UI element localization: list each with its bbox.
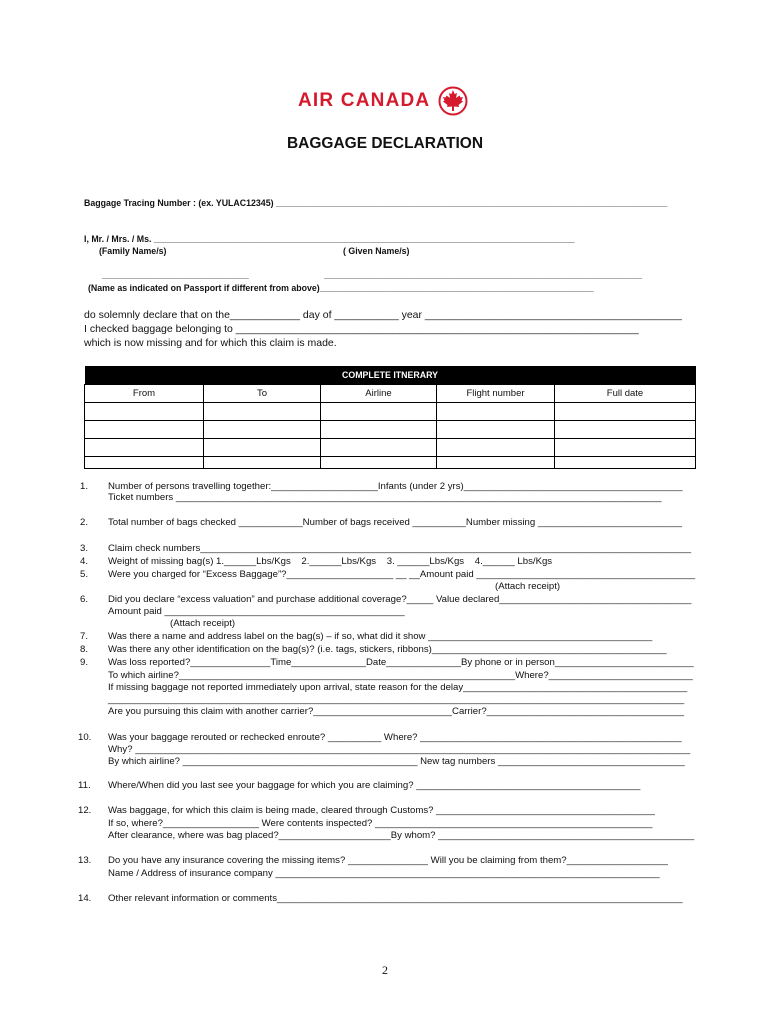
- question-number: 14.: [78, 893, 92, 904]
- question-number: 10.: [78, 732, 92, 743]
- question-number: 6.: [80, 594, 89, 605]
- question-2-line-1: Total number of bags checked ____________Number of bags received __________Number missing ___________________________: [108, 517, 682, 528]
- table-cell[interactable]: [555, 403, 696, 421]
- table-cell[interactable]: [437, 403, 555, 421]
- question-number: 1.: [80, 481, 89, 492]
- table-cell[interactable]: [555, 457, 696, 469]
- question-number: 5.: [80, 569, 89, 580]
- question-6-line-2: Amount paid _____________________________________________: [108, 606, 405, 617]
- table-cell[interactable]: [85, 421, 204, 439]
- column-header-airline: Airline: [321, 385, 437, 403]
- declaration-line-1: do solemnly declare that on the____________ day of ___________ year ____________________________________________: [84, 309, 682, 321]
- question-6-line-3: (Attach receipt): [170, 618, 236, 629]
- question-3-line-1: Claim check numbers____________________________________________________________________________________________: [108, 543, 692, 554]
- question-9-line-5: Are you pursuing this claim with another carrier?__________________________Carrier?_____________________________________: [108, 706, 685, 717]
- question-12-line-3: After clearance, where was bag placed?_____________________By whom? ________________________________________________: [108, 830, 695, 841]
- table-cell[interactable]: [321, 439, 437, 457]
- column-header-flight-number: Flight number: [437, 385, 555, 403]
- table-cell[interactable]: [204, 439, 321, 457]
- attach-receipt-note: (Attach receipt): [495, 581, 561, 592]
- question-12-line-2: If so, where?__________________ Were contents inspected? ____________________________________________________: [108, 818, 653, 829]
- question-7-line-1: Was there a name and address label on the bag(s) – if so, what did it show __________________________________________: [108, 631, 653, 642]
- name-line: I, Mr. / Mrs. / Ms. ______________________________________________________________________________________: [84, 234, 575, 244]
- question-13-line-1: Do you have any insurance covering the missing items? _______________ Will you be claiming from them?___________________: [108, 855, 668, 866]
- question-1-line-1: Number of persons travelling together:____________________Infants (under 2 yrs)_________________________________________: [108, 481, 683, 492]
- question-9-line-2: To which airline?_______________________________________________________________Where?___________________________: [108, 670, 693, 681]
- passport-blank-left: ______________________________: [102, 270, 249, 280]
- question-9-line-3: If missing baggage not reported immediately upon arrival, state reason for the delay__________________________________________: [108, 682, 688, 693]
- table-cell[interactable]: [437, 421, 555, 439]
- table-cell[interactable]: [204, 403, 321, 421]
- table-cell[interactable]: [204, 457, 321, 469]
- page-title: BAGGAGE DECLARATION: [286, 135, 484, 152]
- column-header-full-date: Full date: [555, 385, 696, 403]
- question-10-line-1: Was your baggage rerouted or rechecked enroute? __________ Where? _________________________________________________: [108, 732, 682, 743]
- question-9-line-1: Was loss reported?_______________Time______________Date______________By phone or in person__________________________: [108, 657, 694, 668]
- passport-blank-right: _________________________________________________________________: [324, 270, 643, 280]
- question-13-line-2: Name / Address of insurance company ________________________________________________________________________: [108, 868, 660, 879]
- maple-leaf-icon: [438, 86, 468, 116]
- tracing-number-label: Baggage Tracing Number : (ex. YULAC12345) ________________________________________________________________________________: [84, 198, 668, 208]
- table-row: [85, 421, 696, 439]
- question-number: 8.: [80, 644, 89, 655]
- question-10-line-3: By which airline? ____________________________________________ New tag numbers ___________________________________: [108, 756, 685, 767]
- question-number: 7.: [80, 631, 89, 642]
- itinerary-table: [84, 366, 696, 469]
- table-row: [85, 403, 696, 421]
- question-9-line-4: ____________________________________________________________________________________________________________: [108, 694, 685, 705]
- table-row: [85, 439, 696, 457]
- question-number: 2.: [80, 517, 89, 528]
- question-6-line-1: Did you declare “excess valuation” and purchase additional coverage?_____ Value declared____________________________________: [108, 594, 692, 605]
- table-cell[interactable]: [437, 439, 555, 457]
- column-header-from: From: [85, 385, 204, 403]
- question-number: 9.: [80, 657, 89, 668]
- itinerary-heading: COMPLETE ITNERARY: [85, 366, 696, 385]
- page-number: 2: [382, 963, 388, 977]
- itinerary-header-row: [85, 385, 696, 403]
- passport-caption: (Name as indicated on Passport if different from above)________________________________________________________: [88, 283, 594, 293]
- family-name-caption: (Family Name/s): [99, 246, 167, 256]
- question-4-line-1: Weight of missing bag(s) 1.______Lbs/Kgs 2.______Lbs/Kgs 3. ______Lbs/Kgs 4.______ Lbs/Kgs: [108, 556, 553, 567]
- table-cell[interactable]: [555, 439, 696, 457]
- given-name-caption: ( Given Name/s): [343, 246, 410, 256]
- table-cell[interactable]: [555, 421, 696, 439]
- air-canada-logo: [298, 86, 468, 116]
- table-cell[interactable]: [85, 403, 204, 421]
- table-cell[interactable]: [437, 457, 555, 469]
- table-cell[interactable]: [85, 457, 204, 469]
- question-number: 4.: [80, 556, 89, 567]
- table-cell[interactable]: [321, 403, 437, 421]
- question-1-line-2: Ticket numbers ___________________________________________________________________________________________: [108, 492, 662, 503]
- question-14-line-1: Other relevant information or comments____________________________________________________________________________: [108, 893, 683, 904]
- question-number: 3.: [80, 543, 89, 554]
- brand-name: AIR CANADA: [298, 90, 431, 111]
- declaration-line-3: which is now missing and for which this claim is made.: [84, 337, 337, 349]
- table-row: [85, 457, 696, 469]
- question-number: 13.: [78, 855, 92, 866]
- question-10-line-2: Why? ________________________________________________________________________________________________________: [108, 744, 691, 755]
- question-number: 11.: [78, 780, 91, 791]
- table-cell[interactable]: [321, 421, 437, 439]
- table-cell[interactable]: [321, 457, 437, 469]
- question-number: 12.: [78, 805, 92, 816]
- table-cell[interactable]: [85, 439, 204, 457]
- table-cell[interactable]: [204, 421, 321, 439]
- declaration-line-2: I checked baggage belonging to _____________________________________________________________________: [84, 323, 639, 335]
- question-8-line-1: Was there any other identification on the bag(s)? (i.e. tags, stickers, ribbons)____________________________________________: [108, 644, 667, 655]
- question-11-line-1: Where/When did you last see your baggage for which you are claiming? __________________________________________: [108, 780, 641, 791]
- column-header-to: To: [204, 385, 321, 403]
- question-5-line-1: Were you charged for “Excess Baggage”?____________________ __ __Amount paid _________________________________________: [108, 569, 696, 580]
- question-12-line-1: Was baggage, for which this claim is being made, cleared through Customs? _________________________________________: [108, 805, 655, 816]
